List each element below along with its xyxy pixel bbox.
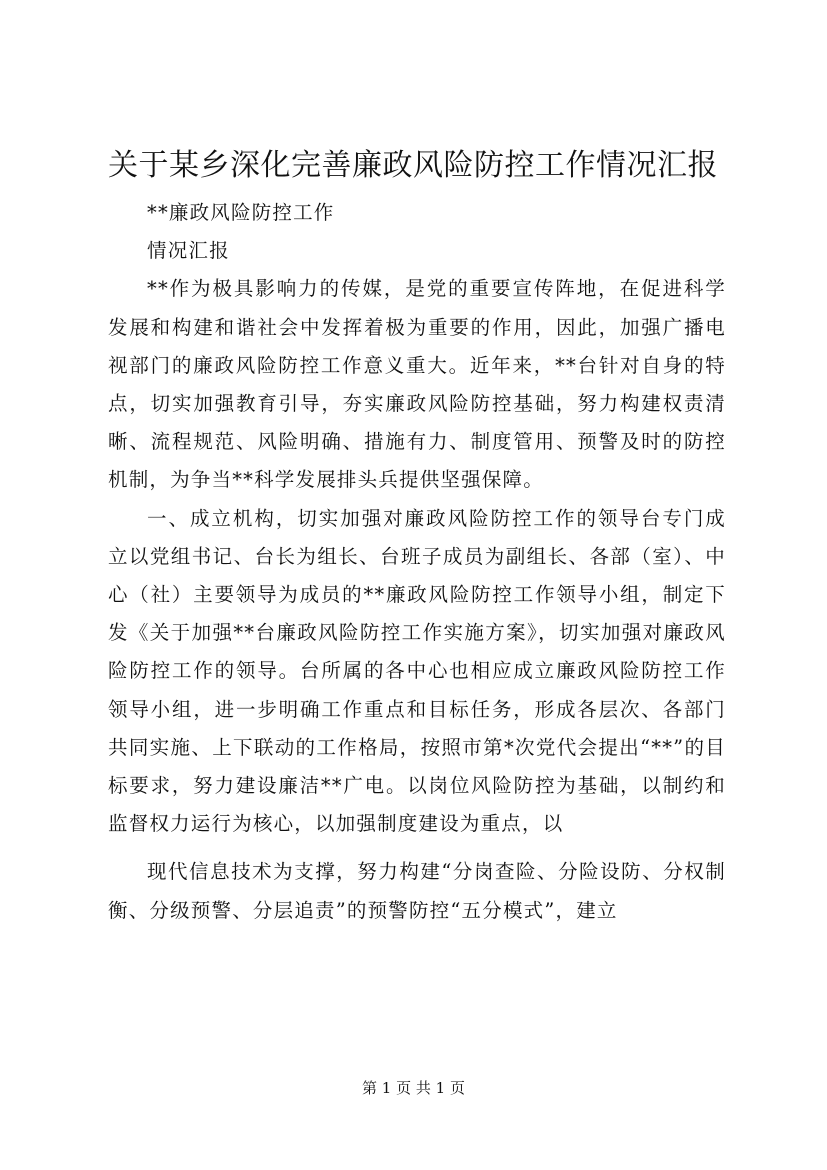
subtitle-line: 情况汇报 — [147, 239, 230, 263]
body-paragraph: **作为极具影响力的传媒，是党的重要宣传阵地，在促进科学发展和构建和谐社会中发挥着极为重要的作用，因此，加强广播电视部门的廉政风险防控工作意义重大。近年来，**台针对自身的特点，切实加强教育引导，夯实廉政风险防控基础，努力构建权责清晰、流程规范、风险明确、措施有力、制度管用、预警及时的防控机制，为争当**科学发展排头兵提供坚强保障。 — [108, 277, 726, 492]
body-paragraph: 一、成立机构，切实加强对廉政风险防控工作的领导台专门成立以党组书记、台长为组长、台班子成员为副组长、各部（室）、中心（社）主要领导为成员的**廉政风险防控工作领导小组，制定下发《关于加强**台廉政风险防控工作实施方案》，切实加强对廉政风险防控工作的领导。台所属的各中心也相应成立廉政风险防控工作领导小组，进一步明确工作重点和目标任务，形成各层次、各部门共同实施、上下联动的工作格局，按照市第*次党代会提出“**”的目标要求，努力建设廉洁**广电。以岗位风险防控为基础，以制约和监督权力运行为核心，以加强制度建设为重点，以 — [108, 506, 726, 836]
subtitle-line: **廉政风险防控工作 — [147, 201, 335, 224]
page-footer: 第 1 页 共 1 页 — [362, 1079, 465, 1097]
body-paragraph: 现代信息技术为支撑，努力构建“分岗查险、分险设防、分权制衡、分级预警、分层追责”的预警防控“五分模式”，建立 — [108, 860, 726, 922]
document-title: 关于某乡深化完善廉政风险防控工作情况汇报 — [108, 148, 718, 183]
document-body — [108, 194, 726, 930]
